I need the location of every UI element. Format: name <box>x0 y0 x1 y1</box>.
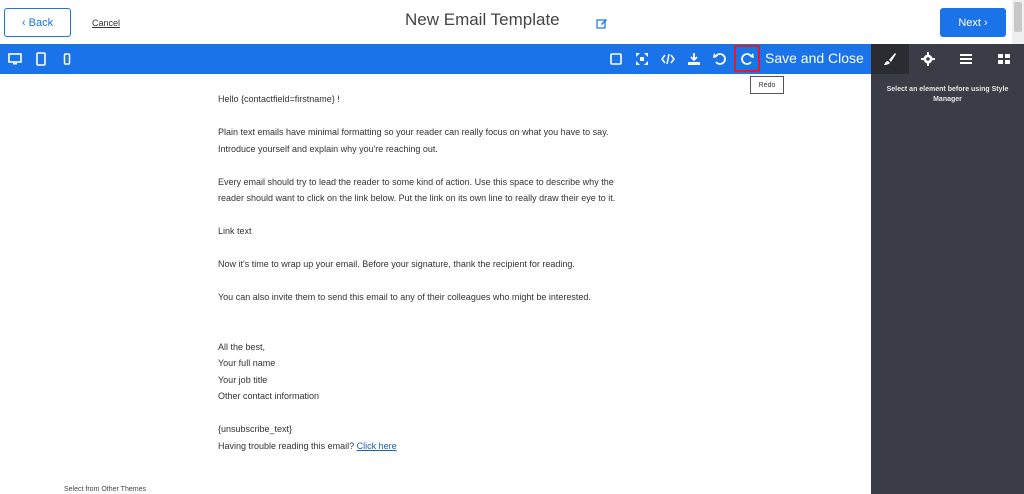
paragraph[interactable]: Now it's time to wrap up your email. Before your signature, thank the recipient for reading. <box>218 259 575 269</box>
paragraph[interactable]: Plain text emails have minimal formatting so your reader can really focus on what you have to say. <box>218 127 609 137</box>
fullscreen-icon[interactable] <box>634 51 650 67</box>
style-manager-message: Select an element before using Style Manager <box>886 86 1009 103</box>
redo-tooltip: Redo <box>750 76 784 94</box>
download-icon[interactable] <box>686 51 702 67</box>
layers-icon[interactable] <box>947 44 985 74</box>
email-canvas[interactable] <box>0 74 871 494</box>
next-button[interactable]: Next › <box>940 8 1006 37</box>
paragraph[interactable]: You can also invite them to send this email to any of their colleagues who might be interested. <box>218 292 591 302</box>
mobile-icon[interactable] <box>59 51 75 67</box>
cancel-link[interactable]: Cancel <box>92 18 121 28</box>
tablet-icon[interactable] <box>33 51 49 67</box>
save-and-close-button[interactable]: Save and Close <box>765 50 864 66</box>
signature-job[interactable]: Your job title <box>218 374 268 385</box>
trouble-reading[interactable] <box>218 438 668 455</box>
style-manager-panel <box>871 44 1024 494</box>
greeting[interactable]: Hello {contactfield=firstname} ! <box>218 94 340 104</box>
top-header <box>0 0 1024 44</box>
footer-fragment: Select from Other Themes <box>64 486 146 493</box>
scrollbar-thumb[interactable] <box>1014 2 1022 32</box>
paintbrush-icon[interactable] <box>871 44 909 74</box>
link-text[interactable]: Link text <box>218 226 252 236</box>
edit-title-icon[interactable] <box>596 16 608 28</box>
blocks-icon[interactable] <box>985 44 1023 74</box>
paragraph[interactable]: reader should want to click on the link below. Put the link on its own line to really draw their eye to it. <box>218 193 616 203</box>
square-icon[interactable] <box>608 51 624 67</box>
panel-tabs <box>871 44 1024 74</box>
redo-highlight <box>734 45 760 72</box>
back-button[interactable]: ‹ Back <box>4 8 71 37</box>
code-icon[interactable] <box>660 51 676 67</box>
page-title: New Email Template <box>405 10 560 29</box>
desktop-icon[interactable] <box>7 51 23 67</box>
email-body[interactable] <box>218 91 668 454</box>
signature-name[interactable]: Your full name <box>218 358 276 368</box>
gear-icon[interactable] <box>909 44 947 74</box>
signature-contact[interactable]: Other contact information <box>218 391 320 401</box>
paragraph[interactable]: Every email should try to lead the reader to some kind of action. Use this space to describe why the <box>218 176 614 187</box>
unsubscribe-text[interactable]: {unsubscribe_text} <box>218 424 293 434</box>
paragraph[interactable]: Introduce yourself and explain why you're reaching out. <box>218 143 438 154</box>
signoff[interactable]: All the best, <box>218 341 266 352</box>
undo-icon[interactable] <box>712 51 728 67</box>
trouble-text: Having trouble reading this email? <box>218 440 355 451</box>
click-here-link[interactable]: Click here <box>356 440 397 451</box>
